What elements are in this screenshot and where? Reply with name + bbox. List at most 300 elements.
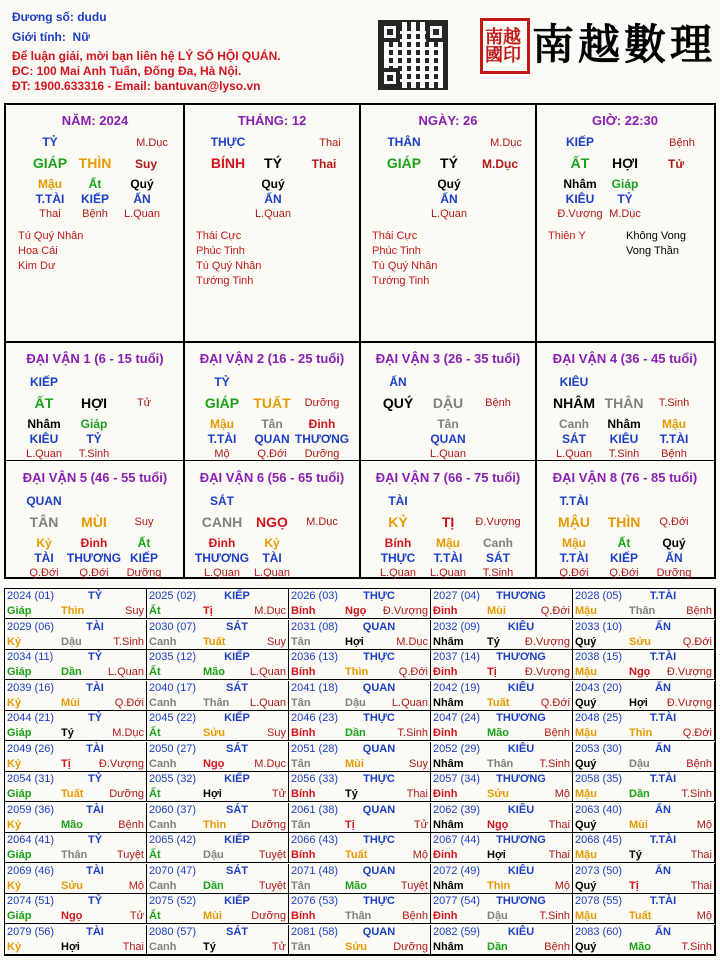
- year-cell[interactable]: [5, 925, 147, 955]
- year-cell[interactable]: [289, 894, 431, 924]
- dai-van-branch: DẬU: [432, 395, 464, 411]
- year-branch: Tị: [487, 666, 497, 678]
- dai-van-stem: TÂN: [29, 514, 59, 530]
- dai-van-hidden-phase: L.Quan: [379, 567, 417, 579]
- year-label: 2035 (12): [149, 651, 197, 663]
- year-cell[interactable]: [431, 864, 573, 894]
- dai-van-title: ĐẠI VẬN 4 (36 - 45 tuổi): [552, 351, 698, 366]
- year-cell[interactable]: [5, 833, 147, 863]
- year-ten-god: QUAN: [362, 925, 396, 938]
- dai-van-stem: ẤT: [34, 395, 54, 411]
- dai-van-hidden-phase: Q.Đới: [257, 448, 287, 460]
- hidden-ten-god: ẤN: [440, 192, 458, 206]
- year-label: 2073 (50): [575, 864, 623, 877]
- year-cell[interactable]: [573, 589, 715, 619]
- year-stem: Nhâm: [433, 818, 464, 831]
- qr-corner: [426, 22, 446, 42]
- dai-van-ten-god: QUAN: [26, 494, 62, 508]
- year-label: 2057 (34): [433, 773, 481, 785]
- year-stem: Tân: [291, 879, 311, 892]
- year-cell[interactable]: [431, 925, 573, 955]
- dai-van-hidden-ten-god: KIÊU: [609, 432, 639, 446]
- pillar-title: GIỜ: 22:30: [591, 113, 658, 128]
- year-ten-god: SÁT: [226, 925, 248, 938]
- year-label: 2038 (15): [575, 651, 623, 663]
- dai-van-title: ĐẠI VẬN 1 (6 - 15 tuổi): [26, 351, 164, 366]
- year-ten-god: TỶ: [87, 834, 103, 846]
- dai-van-phase: Tử: [136, 397, 152, 409]
- year-cell[interactable]: [289, 620, 431, 650]
- year-phase: L.Quan: [391, 696, 428, 709]
- year-branch: Mão: [629, 940, 651, 953]
- year-cell[interactable]: [5, 803, 147, 833]
- year-phase: Đ.Vượng: [524, 635, 570, 648]
- dai-van-cell[interactable]: [360, 462, 536, 580]
- year-cell[interactable]: [147, 925, 289, 955]
- dai-van-title: ĐẠI VẬN 5 (46 - 55 tuổi): [22, 470, 168, 485]
- year-cell[interactable]: [147, 650, 289, 680]
- year-ten-god: TỶ: [87, 651, 103, 663]
- year-stem: Canh: [149, 635, 177, 648]
- dai-van-cell[interactable]: [184, 343, 360, 461]
- pillar-cell[interactable]: [6, 105, 184, 341]
- year-label: 2059 (36): [7, 803, 55, 816]
- year-label: 2066 (43): [291, 834, 339, 846]
- year-stem: Ất: [149, 788, 161, 800]
- dai-van-hidden-phase: T.Sinh: [608, 448, 640, 460]
- year-label: 2037 (14): [433, 651, 481, 663]
- year-ten-god: SÁT: [226, 681, 248, 694]
- year-branch: Tị: [629, 879, 639, 892]
- year-phase: Q.Đới: [682, 727, 712, 739]
- year-cell[interactable]: [573, 925, 715, 955]
- year-stem: Canh: [149, 879, 177, 892]
- pillar-cell[interactable]: [536, 105, 714, 341]
- dai-van-cell[interactable]: [6, 462, 184, 580]
- divider: [6, 460, 714, 461]
- year-cell[interactable]: [573, 650, 715, 680]
- year-cell[interactable]: [5, 864, 147, 894]
- dai-van-hidden-phase: Q.Đới: [609, 567, 639, 579]
- brand-logo-text: 南越數理: [532, 20, 717, 69]
- year-cell[interactable]: [573, 620, 715, 650]
- dai-van-hidden-stem: Nhâm: [607, 417, 641, 431]
- year-stem: Tân: [291, 940, 311, 953]
- hidden-ten-god: ẤN: [133, 192, 151, 206]
- year-branch: Dậu: [345, 696, 366, 709]
- year-cell[interactable]: [431, 742, 573, 772]
- symbolic-star: Thái Cực: [196, 230, 242, 242]
- year-cell[interactable]: [431, 650, 573, 680]
- year-cell[interactable]: [289, 803, 431, 833]
- year-branch: Dần: [203, 879, 224, 892]
- year-stem: Đinh: [433, 727, 458, 739]
- contact-note: Để luận giải, mời bạn liên hệ LÝ SỐ HỘI QUÁN.: [12, 49, 281, 63]
- year-label: 2069 (46): [7, 864, 55, 877]
- hidden-stem: Mậu: [38, 177, 62, 191]
- year-cell[interactable]: [147, 711, 289, 741]
- year-cell[interactable]: [573, 894, 715, 924]
- year-branch: Tý: [203, 940, 216, 953]
- pillar-cell[interactable]: [184, 105, 360, 341]
- hidden-phase: L.Quan: [123, 208, 161, 220]
- year-label: 2081 (58): [291, 925, 339, 938]
- year-cell[interactable]: [289, 925, 431, 955]
- year-phase: Tuyệt: [400, 879, 428, 892]
- dai-van-hidden-stem: Mậu: [662, 417, 686, 431]
- year-label: 2034 (11): [7, 651, 54, 663]
- dai-van-phase: M.Dục: [306, 516, 338, 528]
- year-stem: Quý: [575, 635, 597, 648]
- year-label: 2036 (13): [291, 651, 339, 663]
- year-cell[interactable]: [289, 742, 431, 772]
- dai-van-title: ĐẠI VẬN 2 (16 - 25 tuổi): [199, 351, 345, 366]
- year-cell[interactable]: [5, 742, 147, 772]
- dai-van-hidden-stem: Đinh: [80, 536, 108, 550]
- dai-van-cell[interactable]: [536, 462, 714, 580]
- year-branch: Thân: [345, 910, 372, 922]
- year-ten-god: SÁT: [226, 803, 248, 816]
- year-branch: Ngọ: [629, 666, 651, 678]
- dai-van-cell[interactable]: [6, 343, 184, 461]
- year-phase: Mộ: [554, 788, 570, 800]
- year-stem: Bính: [291, 849, 316, 861]
- year-phase: M.Dục: [112, 727, 144, 739]
- year-branch: Tý: [629, 849, 642, 861]
- year-branch: Mão: [345, 879, 367, 892]
- year-branch: Thân: [487, 757, 514, 770]
- year-branch: Mùi: [345, 757, 364, 770]
- year-stem: Bính: [291, 910, 316, 922]
- dai-van-branch: TUẤT: [253, 395, 291, 411]
- year-cell[interactable]: [5, 894, 147, 924]
- pillar-title: NĂM: 2024: [61, 113, 129, 128]
- dai-van-branch: THÂN: [604, 395, 644, 411]
- year-label: 2046 (23): [291, 712, 339, 724]
- year-ten-god: THƯƠNG: [496, 712, 546, 724]
- year-cell[interactable]: [5, 589, 147, 619]
- dai-van-hidden-ten-god: TÀI: [34, 551, 54, 565]
- year-stem: Kỷ: [7, 940, 22, 953]
- year-phase: Thai: [548, 818, 570, 831]
- year-ten-god: TỶ: [87, 895, 103, 907]
- year-phase: Q.Đới: [682, 635, 712, 648]
- year-cell[interactable]: [5, 772, 147, 802]
- year-phase: Suy: [267, 727, 286, 739]
- dai-van-hidden-stem: Nhâm: [27, 417, 61, 431]
- year-ten-god: TÀI: [86, 742, 104, 755]
- phase-stem: M.Dục: [490, 137, 522, 149]
- year-branch: Dần: [487, 940, 508, 953]
- hidden-ten-god: T.TÀI: [35, 192, 65, 206]
- year-cell[interactable]: [147, 681, 289, 711]
- dai-van-hidden-ten-god: THƯƠNG: [194, 551, 250, 565]
- year-stem: Quý: [575, 879, 597, 892]
- phase-branch: Tử: [667, 157, 685, 171]
- year-ten-god: KIÊU: [507, 681, 535, 694]
- dai-van-hidden-stem: Quý: [662, 536, 686, 550]
- year-label: 2083 (60): [575, 925, 623, 938]
- year-branch: Thân: [629, 605, 656, 617]
- year-cell[interactable]: [5, 650, 147, 680]
- year-ten-god: THƯƠNG: [496, 834, 546, 846]
- year-cell[interactable]: [289, 833, 431, 863]
- year-cell[interactable]: [573, 864, 715, 894]
- year-phase: L.Quan: [107, 666, 144, 678]
- dai-van-hidden-stem: Kỷ: [264, 536, 280, 550]
- dai-van-cell[interactable]: [536, 343, 714, 461]
- year-ten-god: KIÊU: [507, 742, 535, 755]
- year-ten-god: TÀI: [86, 803, 104, 816]
- year-phase: Bệnh: [686, 757, 712, 770]
- hidden-phase: M.Dục: [609, 208, 641, 220]
- dai-van-phase: T.Sinh: [658, 397, 690, 409]
- address: ĐC: 100 Mai Anh Tuấn, Đống Đa, Hà Nội.: [12, 64, 242, 78]
- dai-van-hidden-phase: L.Quan: [429, 448, 467, 460]
- year-stem: Canh: [149, 757, 177, 770]
- year-phase: Đ.Vượng: [666, 666, 712, 678]
- year-ten-god: T.TÀI: [649, 773, 677, 785]
- year-phase: T.Sinh: [397, 727, 428, 739]
- year-cell[interactable]: [431, 833, 573, 863]
- year-ten-god: THỰC: [363, 773, 395, 785]
- year-phase: Đ.Vượng: [98, 757, 144, 770]
- year-phase: Tuyệt: [258, 879, 286, 892]
- year-ten-god: THỰC: [363, 895, 395, 907]
- year-cell[interactable]: [289, 864, 431, 894]
- dai-van-hidden-ten-god: SÁT: [486, 551, 510, 565]
- dai-van-hidden-phase: L.Quan: [253, 567, 291, 579]
- year-cell[interactable]: [431, 681, 573, 711]
- year-cell[interactable]: [431, 803, 573, 833]
- dai-van-cell[interactable]: [184, 462, 360, 580]
- dai-van-hidden-stem: Bính: [384, 536, 412, 550]
- year-stem: Nhâm: [433, 696, 464, 709]
- dai-van-hidden-ten-god: QUAN: [430, 432, 466, 446]
- pillar-title: NGÀY: 26: [418, 113, 478, 128]
- year-cell[interactable]: [5, 711, 147, 741]
- year-phase: Mộ: [554, 879, 570, 892]
- dai-van-ten-god: T.TÀI: [559, 494, 589, 508]
- year-cell[interactable]: [431, 711, 573, 741]
- year-label: 2078 (55): [575, 895, 623, 907]
- ten-god-stem: THỰC: [210, 135, 246, 149]
- year-cell[interactable]: [573, 803, 715, 833]
- year-ten-god: KIÊU: [507, 864, 535, 877]
- dai-van-ten-god: KIÊU: [559, 375, 589, 389]
- year-cell[interactable]: [147, 833, 289, 863]
- year-cell[interactable]: [5, 681, 147, 711]
- year-label: 2072 (49): [433, 864, 481, 877]
- year-stem: Tân: [291, 757, 311, 770]
- year-cell[interactable]: [147, 620, 289, 650]
- dai-van-stem: MẬU: [558, 514, 590, 530]
- dai-van-hidden-stem: Đinh: [208, 536, 236, 550]
- year-label: 2049 (26): [7, 742, 55, 755]
- year-label: 2025 (02): [149, 590, 197, 602]
- phase-branch: Thai: [311, 157, 337, 171]
- qr-code[interactable]: [378, 20, 448, 90]
- year-ten-god: SÁT: [226, 742, 248, 755]
- dai-van-stem: QUÝ: [382, 395, 414, 411]
- dai-van-title: ĐẠI VẬN 3 (26 - 35 tuổi): [375, 351, 521, 366]
- year-cell[interactable]: [147, 742, 289, 772]
- pillar-cell[interactable]: [360, 105, 536, 341]
- year-stem: Đinh: [433, 666, 458, 678]
- year-stem: Đinh: [433, 788, 458, 800]
- heavenly-stem: GIÁP: [386, 155, 422, 171]
- year-label: 2047 (24): [433, 712, 481, 724]
- year-cell[interactable]: [289, 650, 431, 680]
- year-cell[interactable]: [289, 589, 431, 619]
- dai-van-hidden-phase: Q.Đới: [559, 567, 589, 579]
- year-phase: Tử: [129, 910, 144, 922]
- year-branch: Dậu: [61, 635, 82, 648]
- year-phase: Tử: [271, 940, 286, 953]
- year-cell[interactable]: [147, 803, 289, 833]
- year-stem: Bính: [291, 666, 316, 678]
- year-phase: Bệnh: [118, 818, 144, 831]
- year-stem: Mậu: [575, 849, 597, 861]
- dai-van-ten-god: TỶ: [214, 375, 230, 389]
- heavenly-stem: BÍNH: [210, 155, 246, 171]
- year-branch: Thìn: [61, 605, 85, 617]
- heavenly-stem: ẤT: [570, 155, 590, 171]
- dai-van-title: ĐẠI VẬN 7 (66 - 75 tuổi): [375, 470, 521, 485]
- year-label: 2071 (48): [291, 864, 339, 877]
- dai-van-hidden-phase: Dưỡng: [304, 448, 340, 460]
- dai-van-hidden-stem: Canh: [483, 536, 513, 550]
- year-label: 2082 (59): [433, 925, 481, 938]
- year-branch: Tị: [203, 605, 213, 617]
- dai-van-branch: TỊ: [441, 514, 455, 530]
- phone-email[interactable]: ĐT: 1900.633316 - Email: bantuvan@lyso.vn: [12, 79, 261, 93]
- year-branch: Tý: [345, 788, 358, 800]
- year-cell[interactable]: [573, 681, 715, 711]
- year-phase: Tuyệt: [116, 849, 144, 861]
- year-cell[interactable]: [431, 589, 573, 619]
- dai-van-stem: NHÂM: [553, 395, 595, 411]
- year-ten-god: QUAN: [362, 864, 396, 877]
- year-label: 2075 (52): [149, 895, 197, 907]
- year-cell[interactable]: [431, 772, 573, 802]
- phase-branch: M.Dục: [482, 157, 518, 171]
- year-cell[interactable]: [289, 711, 431, 741]
- year-ten-god: KIÊU: [507, 925, 535, 938]
- year-cell[interactable]: [431, 620, 573, 650]
- year-cell[interactable]: [289, 772, 431, 802]
- year-branch: Dậu: [203, 849, 224, 861]
- year-stem: Kỷ: [7, 818, 22, 831]
- year-phase: L.Quan: [249, 696, 286, 709]
- year-cell[interactable]: [573, 742, 715, 772]
- year-cell[interactable]: [147, 772, 289, 802]
- year-ten-god: ẤN: [655, 681, 671, 694]
- dai-van-stem: CANH: [201, 514, 243, 530]
- year-stem: Quý: [575, 818, 597, 831]
- year-cell[interactable]: [573, 772, 715, 802]
- symbolic-star: Kim Dư: [18, 260, 56, 272]
- year-phase: Q.Đới: [540, 605, 570, 617]
- dai-van-hidden-phase: Q.Đới: [29, 567, 59, 579]
- year-phase: Mộ: [696, 910, 712, 922]
- year-cell[interactable]: [147, 864, 289, 894]
- year-label: 2055 (32): [149, 773, 197, 785]
- dai-van-hidden-ten-god: KIÊU: [29, 432, 59, 446]
- annual-luck-grid: [4, 588, 716, 956]
- year-stem: Quý: [575, 696, 597, 709]
- dai-van-title: ĐẠI VẬN 6 (56 - 65 tuổi): [199, 470, 345, 485]
- year-branch: Thân: [61, 849, 88, 861]
- hidden-stem: Nhâm: [563, 177, 597, 191]
- year-label: 2065 (42): [149, 834, 197, 846]
- year-branch: Tuất: [487, 696, 510, 709]
- year-phase: T.Sinh: [681, 788, 712, 800]
- year-label: 2048 (25): [575, 712, 623, 724]
- year-branch: Tuất: [345, 849, 368, 861]
- dai-van-ten-god: KIẾP: [29, 375, 59, 389]
- dai-van-hidden-ten-god: THƯƠNG: [66, 551, 122, 565]
- year-phase: Mộ: [412, 849, 428, 861]
- year-cell[interactable]: [147, 894, 289, 924]
- year-cell[interactable]: [431, 894, 573, 924]
- dai-van-hidden-ten-god: TÀI: [262, 551, 282, 565]
- dai-van-hidden-stem: Canh: [559, 417, 589, 431]
- year-branch: Sửu: [345, 940, 368, 953]
- year-stem: Đinh: [433, 605, 458, 617]
- year-stem: Ất: [149, 666, 161, 678]
- year-phase: Tuyệt: [258, 849, 286, 861]
- year-ten-god: THƯƠNG: [496, 590, 546, 602]
- year-phase: Đ.Vượng: [666, 696, 712, 709]
- dai-van-cell[interactable]: [360, 343, 536, 461]
- dai-van-ten-god: ẤN: [389, 375, 407, 389]
- year-phase: Đ.Vượng: [382, 605, 428, 617]
- dai-van-hidden-stem: Mậu: [210, 417, 234, 431]
- year-branch: Thìn: [629, 727, 653, 739]
- year-label: 2041 (18): [291, 681, 339, 694]
- dai-van-hidden-phase: T.Sinh: [78, 448, 110, 460]
- dai-van-branch: MÙI: [81, 514, 107, 530]
- year-ten-god: KIẾP: [224, 773, 250, 785]
- year-cell[interactable]: [573, 833, 715, 863]
- year-stem: Giáp: [7, 788, 32, 800]
- year-branch: Tuất: [203, 635, 226, 648]
- year-cell[interactable]: [147, 589, 289, 619]
- year-branch: Dần: [61, 666, 82, 678]
- hidden-stem: Giáp: [611, 177, 639, 191]
- year-cell[interactable]: [573, 711, 715, 741]
- dai-van-hidden-stem: Giáp: [80, 417, 108, 431]
- year-ten-god: THƯƠNG: [496, 651, 546, 663]
- year-branch: Sửu: [487, 788, 510, 800]
- year-label: 2077 (54): [433, 895, 481, 907]
- year-phase: Đ.Vượng: [524, 666, 570, 678]
- year-branch: Mão: [61, 818, 83, 831]
- dai-van-hidden-phase: L.Quan: [203, 567, 241, 579]
- year-phase: Thai: [690, 879, 712, 892]
- year-cell[interactable]: [289, 681, 431, 711]
- year-phase: Suy: [267, 635, 286, 648]
- symbolic-star: Tú Quý Nhân: [372, 260, 438, 272]
- dai-van-phase: Suy: [134, 516, 154, 528]
- dai-van-phase: Đ.Vượng: [475, 516, 521, 528]
- dai-van-branch: HỢI: [81, 395, 107, 411]
- year-cell[interactable]: [5, 620, 147, 650]
- year-phase: Suy: [125, 605, 144, 617]
- year-ten-god: SÁT: [226, 864, 248, 877]
- dai-van-ten-god: TÀI: [388, 494, 408, 508]
